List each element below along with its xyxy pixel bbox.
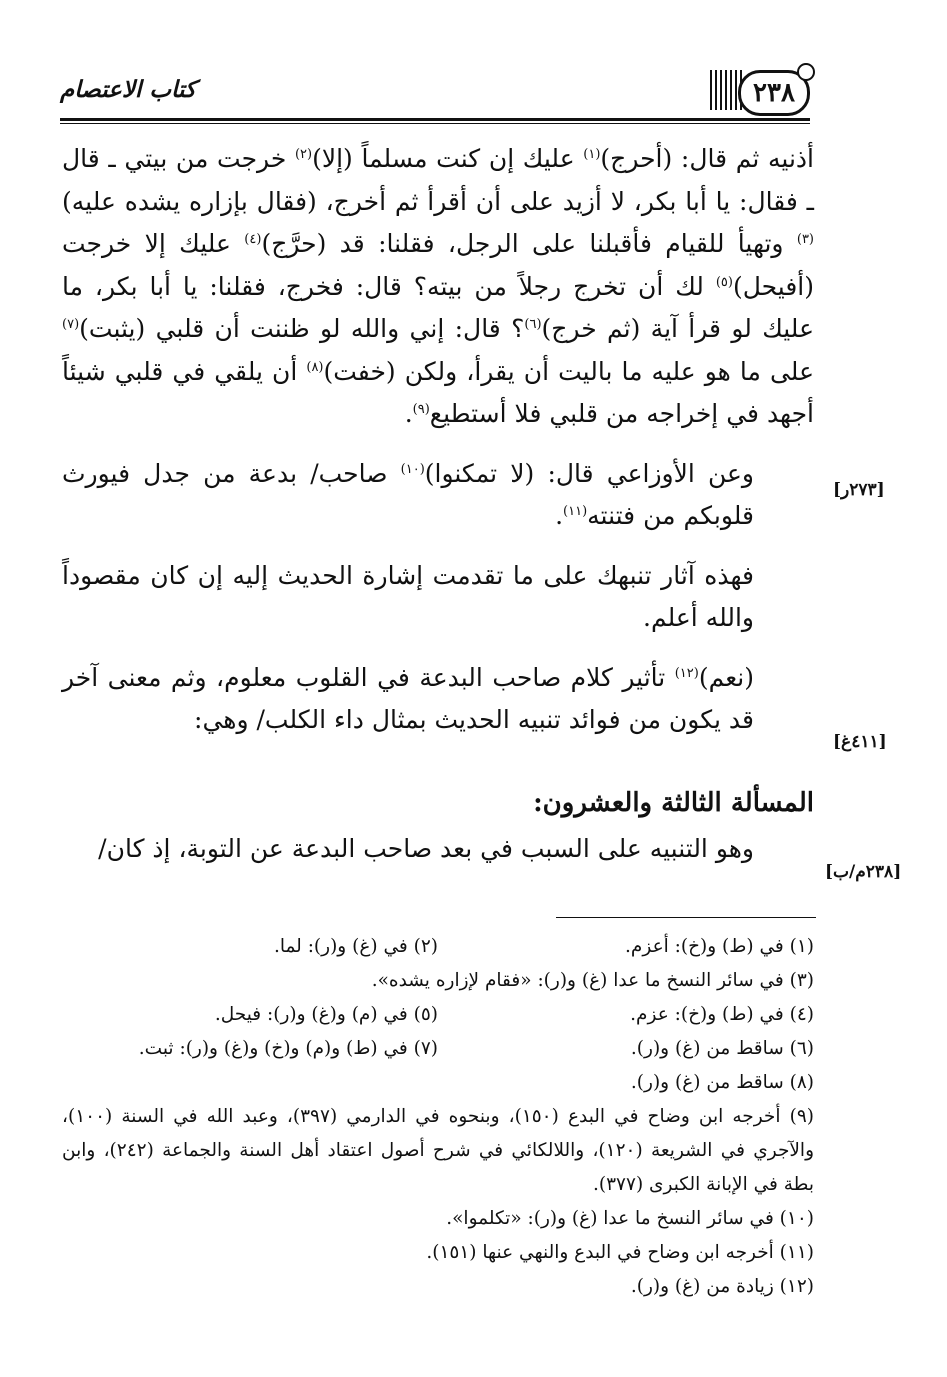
text-run: عليك إلا خرجت (أفيحل) — [62, 229, 814, 301]
text-run: وعن الأوزاعي قال: (لا تمكنوا) — [424, 458, 754, 488]
footnote-12: (١٢) زيادة من (غ) و(ر). — [630, 1276, 814, 1297]
footnote-ref[interactable]: (٧) — [62, 317, 80, 332]
text-run: تأثير كلام صاحب البدعة في القلوب معلوم، وثم معنى آخر قد يكون من فوائد تنبيه الحديث بمثال داء الكلب/ وهي: — [62, 662, 754, 734]
footnote-separator — [556, 917, 816, 918]
footnote-10: (١٠) في سائر النسخ ما عدا (غ) و(ر): «تكلموا». — [446, 1208, 814, 1229]
text-run: (نعم) — [698, 662, 754, 692]
header-rule — [60, 118, 810, 121]
footnotes — [62, 930, 814, 1304]
text-run: صاحب/ بدعة من جدل فيورث قلوبكم من فتنته — [62, 458, 754, 530]
running-title: كتاب الاعتصام — [60, 76, 196, 103]
text-run: أذنيه ثم قال: (أحرج) — [600, 144, 814, 173]
text-run: خرجت من بيتي ـ قال ـ فقال: يا أبا بكر، لا أزيد على أن أقرأ ثم أخرج، (فقال بإزاره يشده عليه) — [62, 144, 814, 216]
text-run: ؟ قال: إني والله لو ظننت أن قلبي (يثبت) — [79, 314, 525, 343]
page-header — [60, 62, 810, 122]
text-run: عليك إن كنت مسلماً (إلا) — [312, 144, 584, 173]
text-run: . — [404, 399, 413, 428]
footnote-ref[interactable]: (٤) — [244, 232, 262, 247]
paragraph-5: وهو التنبيه على السبب في بعد صاحب البدعة عن التوبة، إذ كان/ — [98, 834, 754, 863]
text-run: . — [555, 501, 564, 530]
paragraph-2 — [62, 453, 814, 538]
footnote-ref[interactable]: (١١) — [563, 504, 588, 519]
margin-note: [٤١١غ] — [833, 732, 887, 752]
footnote-ref[interactable]: (٣) — [796, 232, 814, 247]
margin-note: [٢٧٣ر] — [833, 480, 885, 500]
footnote-ref[interactable]: (٢) — [294, 147, 313, 162]
text-run: لك أن تخرج رجلاً من بيته؟ قال: فخرج، فقلنا: يا أبا بكر، ما عليك لو قرأ آية (ثم خرج) — [62, 271, 815, 343]
footnote-4: (٤) في (ط) و(خ): عزم. — [630, 1004, 814, 1025]
paragraph-4 — [62, 657, 814, 742]
footnote-ref[interactable]: (١٢) — [674, 665, 699, 681]
footnote-2: (٢) في (غ) و(ر): لما. — [273, 936, 438, 957]
text-run: على ما هو عليه ما باليت أن يقرأ، ولكن (خفت) — [323, 356, 814, 386]
footnote-9: (٩) أخرجه ابن وضاح في البدع (١٥٠)، وبنحوه في الدارمي (٣٩٧)، وعبد الله في السنة (١٠٠)، والآجري في الشريعة (١٢٠)، واللالكائي في شرح أصول اعتقاد أهل السنة والجماعة (٢٤٢)، وابن بطة في الإبانة الكبرى (٣٧٧). — [62, 1106, 814, 1195]
page-number: ٢٣٨ — [738, 70, 810, 116]
footnote-11: (١١) أخرجه ابن وضاح في البدع والنهي عنها (١٥١). — [426, 1242, 814, 1263]
footnote-ref[interactable]: (٨) — [306, 359, 324, 375]
paragraph-1 — [62, 138, 814, 436]
footnote-6: (٦) ساقط من (غ) و(ر). — [630, 1038, 814, 1059]
footnote-ref[interactable]: (٩) — [412, 402, 430, 417]
text-run: أن يلقي في قلبي شيئاً أجهد في إخراجه من قلبي فلا أستطيع — [62, 356, 814, 428]
footnote-8: (٨) ساقط من (غ) و(ر). — [630, 1072, 814, 1093]
main-text — [62, 138, 814, 871]
footnote-3: (٣) في سائر النسخ ما عدا (غ) و(ر): «فقام لإزاره يشده». — [371, 970, 814, 991]
header-rule-thin — [60, 123, 810, 124]
footnote-ref[interactable]: (٦) — [524, 317, 542, 332]
footnote-ref[interactable]: (١) — [583, 147, 601, 162]
footnote-ref[interactable]: (٥) — [715, 274, 733, 290]
section-heading: المسألة الثالثة والعشرون: — [533, 787, 814, 818]
footnote-5: (٥) في (م) و(غ) و(ر): فيحل. — [214, 1004, 438, 1025]
footnote-1: (١) في (ط) و(خ): أعزم. — [625, 936, 814, 957]
footnote-7: (٧) في (ط) و(م) و(خ) و(غ) و(ر): ثبت. — [138, 1038, 438, 1059]
margin-note: [٢٣٨م/ب] — [825, 862, 902, 882]
paragraph-3: فهذه آثار تنبهك على ما تقدمت إشارة الحديث إليه إن كان مقصوداً والله أعلم. — [62, 560, 754, 632]
footnote-ref[interactable]: (١٠) — [400, 461, 425, 477]
text-run: وتهيأ للقيام فأقبلنا على الرجل، فقلنا: قد (حرَّج) — [261, 229, 797, 258]
